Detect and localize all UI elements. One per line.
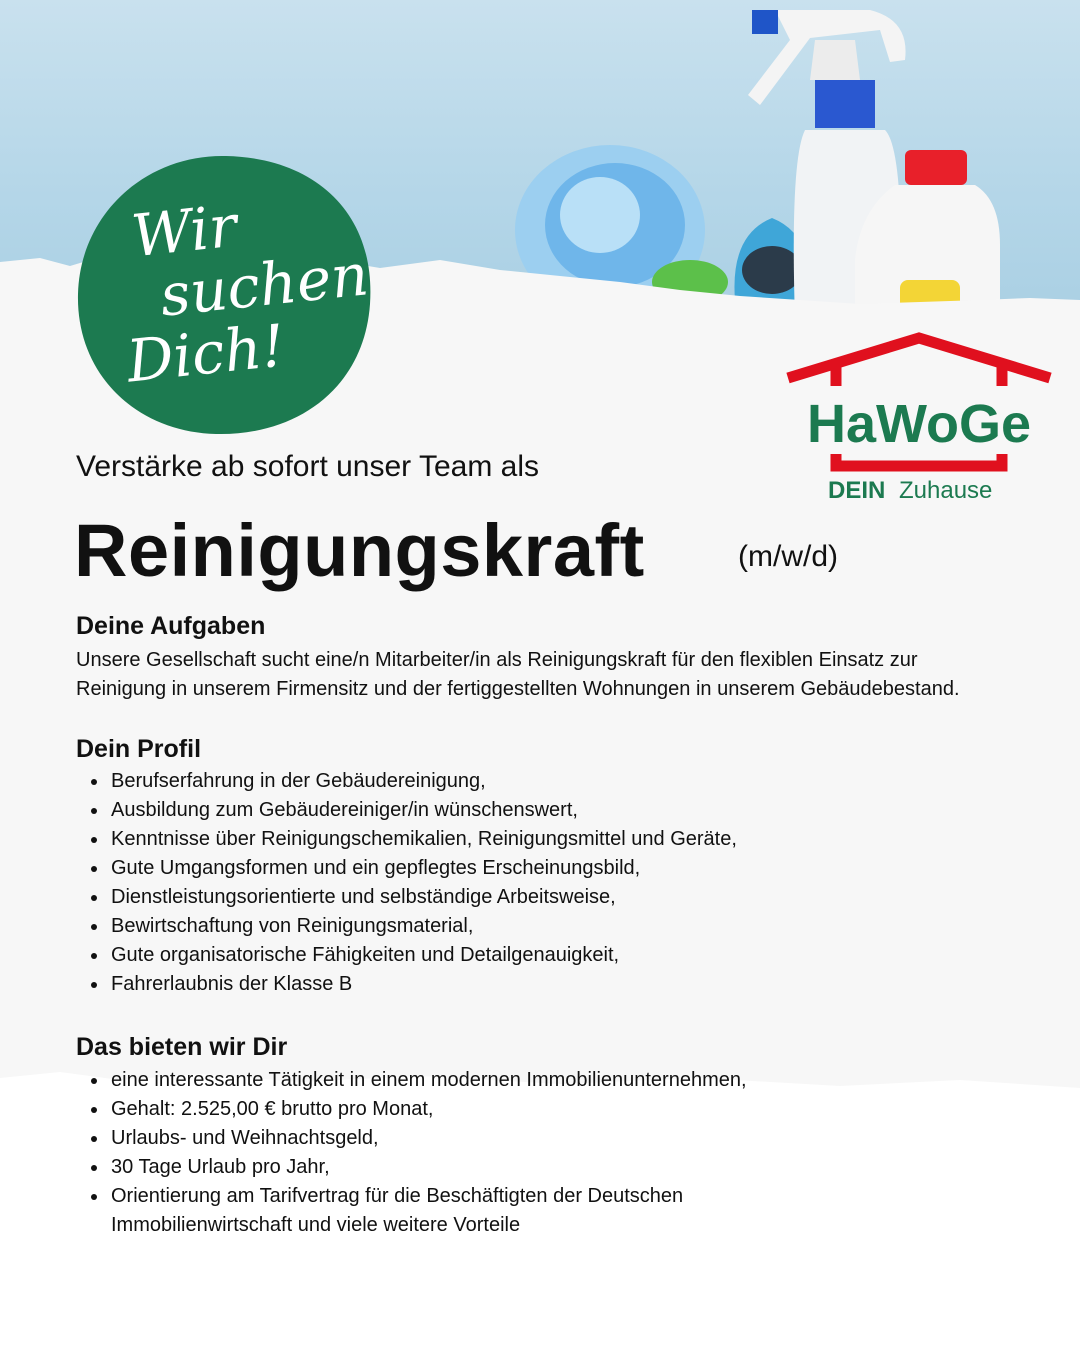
list-item: Ausbildung zum Gebäudereiniger/in wünschenswert, bbox=[76, 796, 737, 825]
tasks-paragraph bbox=[76, 646, 1036, 704]
tasks-line: Reinigung in unserem Firmensitz und der fertiggestellten Wohnungen in unserem Gebäudebestand. bbox=[76, 678, 960, 700]
profile-heading: Dein Profil bbox=[76, 735, 202, 763]
tasks-heading: Deine Aufgaben bbox=[76, 612, 266, 640]
list-item: Gute organisatorische Fähigkeiten und Detailgenauigkeit, bbox=[76, 941, 737, 970]
intro-text: Verstärke ab sofort unser Team als bbox=[76, 450, 540, 483]
job-gender-suffix: (m/w/d) bbox=[738, 540, 838, 573]
list-item: Gute Umgangsformen und ein gepflegtes Erscheinungsbild, bbox=[76, 854, 737, 883]
logo-tagline-bold: DEIN bbox=[828, 477, 886, 504]
badge-line-2: suchen bbox=[156, 240, 372, 330]
logo-brand: HaWoGe bbox=[806, 394, 1032, 454]
list-item bbox=[76, 1182, 747, 1240]
list-item-line: Immobilienwirtschaft und viele weitere Vorteile bbox=[111, 1214, 521, 1236]
tasks-line: Unsere Gesellschaft sucht eine/n Mitarbeiter/in als Reinigungskraft für den flexiblen Einsatz zur bbox=[76, 649, 918, 671]
badge-text bbox=[111, 183, 372, 396]
company-logo bbox=[782, 330, 1056, 505]
badge-line-1: Wir bbox=[128, 191, 240, 271]
list-item: 30 Tage Urlaub pro Jahr, bbox=[76, 1153, 747, 1182]
offer-list bbox=[76, 1066, 747, 1240]
profile-list bbox=[76, 767, 737, 999]
list-item: Dienstleistungsorientierte und selbständige Arbeitsweise, bbox=[76, 883, 737, 912]
list-item: eine interessante Tätigkeit in einem modernen Immobilienunternehmen, bbox=[76, 1066, 747, 1095]
list-item-line: Orientierung am Tarifvertrag für die Beschäftigten der Deutschen bbox=[111, 1185, 684, 1207]
logo-tagline: Zuhause bbox=[899, 477, 993, 504]
list-item: Kenntnisse über Reinigungschemikalien, Reinigungsmittel und Geräte, bbox=[76, 825, 737, 854]
list-item: Gehalt: 2.525,00 € brutto pro Monat, bbox=[76, 1095, 747, 1124]
list-item: Fahrerlaubnis der Klasse B bbox=[76, 970, 737, 999]
list-item: Berufserfahrung in der Gebäudereinigung, bbox=[76, 767, 737, 796]
list-item: Bewirtschaftung von Reinigungsmaterial, bbox=[76, 912, 737, 941]
offer-heading: Das bieten wir Dir bbox=[76, 1033, 288, 1061]
list-item: Urlaubs- und Weihnachtsgeld, bbox=[76, 1124, 747, 1153]
badge-line-3: Dich! bbox=[123, 311, 289, 396]
job-title: Reinigungskraft bbox=[74, 509, 645, 592]
